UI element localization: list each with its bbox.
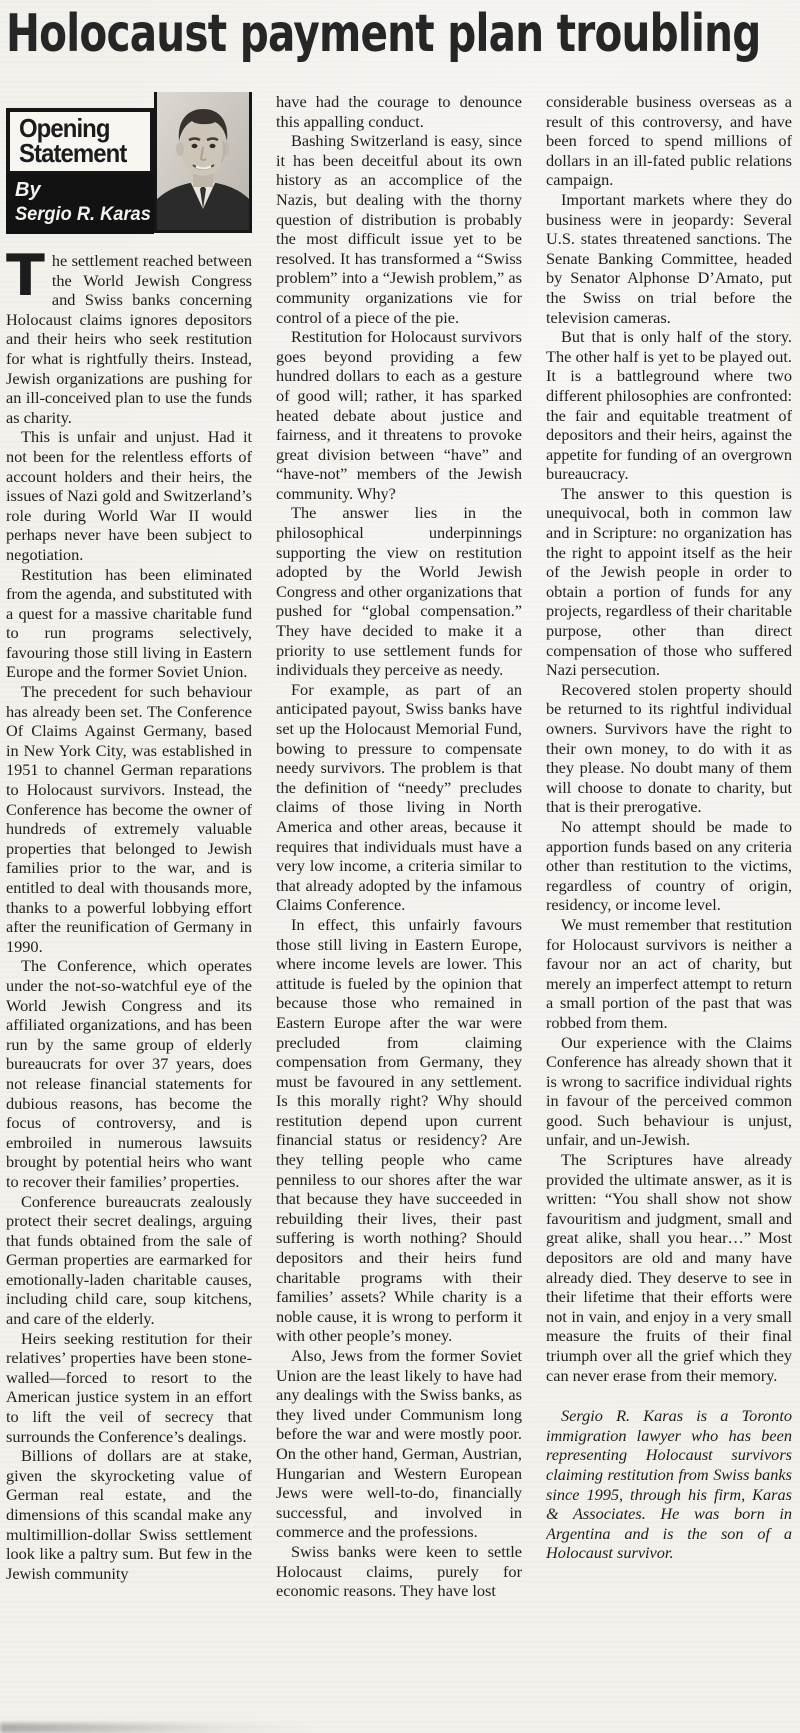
article-body xyxy=(0,92,800,1722)
column-2 xyxy=(276,92,522,1722)
author-photo-icon xyxy=(154,92,252,233)
article-paragraph: For example, as part of an anticipated payout, Swiss banks have set up the Holocaust Memorial Fund, bowing to pressure to compensate needy survivors. The problem is that the definition of “needy” precludes claims of those living in North America and other areas, because it requires that individuals must have a very low income, a criteria similar to that already adopted by the infamous Claims Conference. xyxy=(276,679,522,915)
article-paragraph: The answer to this question is unequivocal, both in common law and in Scripture: no organization has the right to appoint itself as the heir of the Jewish people in order to obtain a portion of funds for any projects, regardless of their charitable purpose, other than direct compensation of those who suffered Nazi persecution. xyxy=(546,483,792,680)
article-paragraph: Heirs seeking restitution for their relatives’ properties have been stone-walled—forced to resort to the American justice system in an effort to lift the veil of secrecy that surrounds the Conference’s dealings. xyxy=(6,1328,252,1446)
column-3-text xyxy=(546,92,792,1563)
article-paragraph: The Scriptures have already provided the ultimate answer, as it is written: “You shall show not show favouritism and judgment, small and great alike, shall you hear…” Most depositors are old and many have already died. They deserve to see in their lifetime that their efforts were not in vain, and enjoy in a very small measure the fruits of their final triumph over all the grief which they can never erase from their memory. xyxy=(546,1150,792,1385)
byline-panel xyxy=(6,174,154,234)
article-paragraph: Restitution has been eliminated from the agenda, and substituted with a quest for a massive charitable fund to run programs selectively, favouring those still living in Eastern Europe and the former Soviet Union. xyxy=(6,564,252,682)
article-paragraph: This is unfair and unjust. Had it not been for the relentless efforts of account holders and their heirs, the issues of Nazi gold and Switzerland’s role during World War II would perhaps never have been subject to negotiation. xyxy=(6,427,252,564)
article-headline: Holocaust payment plan troubling xyxy=(6,4,761,64)
article-paragraph: Billions of dollars are at stake, given the skyrocketing value of German real estate, and the dimensions of this scandal make any multimillion-dollar Swiss settlement look like a paltry sum. But few in the Jewish community xyxy=(6,1446,252,1583)
article-paragraph: The precedent for such behaviour has already been set. The Conference Of Claims Against Germany, based in New York City, was established in 1951 to channel German reparations to Holocaust survivors. Instead, the Conference has become the owner of hundreds of extremely valuable properties that belonged to Jewish families prior to the war, and is entitled to deal with thousands more, thanks to a powerful lobbying effort after the reunification of Germany in 1990. xyxy=(6,682,252,956)
drop-cap: T xyxy=(6,243,45,309)
article-paragraph: Swiss banks were keen to settle Holocaust claims, purely for economic reasons. They have lost xyxy=(276,1541,522,1601)
byline-box xyxy=(6,92,252,234)
article-paragraph: The answer lies in the philosophical underpinnings supporting the view on restitution adopted by the World Jewish Congress and other organizations that pushed for “global compensation.” They have decided to make it a priority to use settlement funds for individuals they perceive as needy. xyxy=(276,503,522,680)
article-paragraph: The settlement reached between the World Jewish Congress and Swiss banks concerning Holocaust claims ignores depositors and their heirs who seek restitution for what is rightfully theirs. Instead, Jewish organizations are pushing for an ill-conceived plan to use the funds as charity. xyxy=(6,243,252,427)
article-paragraph: Bashing Switzerland is easy, since it has been deceitful about its own history as an accomplice of the Nazis, but dealing with the thorny question of distribution is probably the most difficult issue yet to be resolved. It has transformed a “Swiss problem” into a “Jewish problem,” as community organizations vie for control of a piece of the pie. xyxy=(276,131,522,327)
article-paragraph: have had the courage to denounce this appalling conduct. xyxy=(276,92,522,131)
column-1 xyxy=(6,92,252,1722)
article-paragraph: considerable business overseas as a result of this controversy, and have been forced to spend millions of dollars in an ill-fated public relations campaign. xyxy=(546,92,792,190)
article-paragraph: Also, Jews from the former Soviet Union are the least likely to have had any dealings with the Swiss banks, as they lived under Communism long before the war and were mostly poor. On the other hand, German, Austrian, Hungarian and Western European Jews were well-to-do, financially successful, and involved in commerce and the professions. xyxy=(276,1346,522,1542)
byline-left xyxy=(6,108,154,234)
scan-artifact xyxy=(0,1723,320,1733)
article-paragraph: The Conference, which operates under the not-so-watchful eye of the World Jewish Congress and its affiliated organizations, and has been run by the same group of elderly bureaucrats for over 37 years, does not release financial statements for dubious reasons, has become the focus of controversy, and is embroiled in numerous lawsuits brought by potential heirs who want to recover their families’ properties. xyxy=(6,956,252,1191)
article-paragraph: Recovered stolen property should be returned to its rightful individual owners. Survivors have the right to their own money, to do with it as they please. No doubt many of them will choose to donate to charity, but that is their prerogative. xyxy=(546,679,792,817)
article-paragraph: Conference bureaucrats zealously protect their secret dealings, arguing that funds obtained from the sale of German properties are earmarked for emotionally-laden charitable causes, including child care, soup kitchens, and care of the elderly. xyxy=(6,1191,252,1329)
author-name: Sergio R. Karas xyxy=(15,204,151,225)
article-paragraph: No attempt should be made to apportion funds based on any criteria other than restitution to the victims, regardless of country of origin, residency, or income level. xyxy=(546,816,792,915)
article-paragraph: We must remember that restitution for Holocaust survivors is neither a favour nor an act of charity, but merely an imperfect attempt to return a small portion of the past that was robbed from them. xyxy=(546,914,792,1032)
article-paragraph: Restitution for Holocaust survivors goes beyond providing a few hundred dollars to each as a gesture of good will; rather, it has sparked heated debate about justice and fairness, and it threatens to provoke great division between “have” and “have-not” members of the Jewish community. Why? xyxy=(276,327,522,503)
column-3 xyxy=(546,92,792,1722)
article-paragraph: In effect, this unfairly favours those still living in Eastern Europe, where income levels are lower. This attitude is fueled by the opinion that because those who remained in Eastern Europe after the war were precluded from claiming compensation from Germany, they must be favoured in any settlement. Is this morally right? Why should restitution depend upon current financial status or residency? Are they telling people who came penniless to our shores after the war that because they have succeeded in rebuilding their lives, their past suffering is worth nothing? Should depositors and their heirs fund charitable programs with their families’ assets? While charity is a noble cause, it is wrong to perform it with other people’s money. xyxy=(276,914,522,1346)
opening-statement-title-line1: Opening xyxy=(19,113,110,143)
article-paragraph: Our experience with the Claims Conference has already shown that it is wrong to sacrifice individual rights in favour of the perceived common good. Such behaviour is unjust, unfair, and un-Jewish. xyxy=(546,1032,792,1150)
opening-statement-title-line2: Statement xyxy=(19,138,127,168)
column-2-text xyxy=(276,92,522,1601)
article-paragraph: But that is only half of the story. The other half is yet to be played out. It is a battleground where two different philosophies are confronted: the fair and equitable treatment of depositors and their heirs, against the appetite for funding of an overgrown bureaucracy. xyxy=(546,327,792,484)
by-label: By xyxy=(15,179,41,201)
column-1-text xyxy=(6,243,252,1583)
opening-statement-box xyxy=(6,108,154,175)
author-bio-paragraph: Sergio R. Karas is a Toronto immigration lawyer who has been representing Holocaust survivors claiming restitution from Swiss banks since 1995, through his firm, Karas & Associates. He was born in Argentina and is the son of a Holocaust survivor. xyxy=(546,1406,792,1563)
article-paragraph: Important markets where they do business were in jeopardy: Several U.S. states threatened sanctions. The Senate Banking Committee, headed by Senator Alphonse D’Amato, put the Swiss on trial before the television cameras. xyxy=(546,189,792,327)
